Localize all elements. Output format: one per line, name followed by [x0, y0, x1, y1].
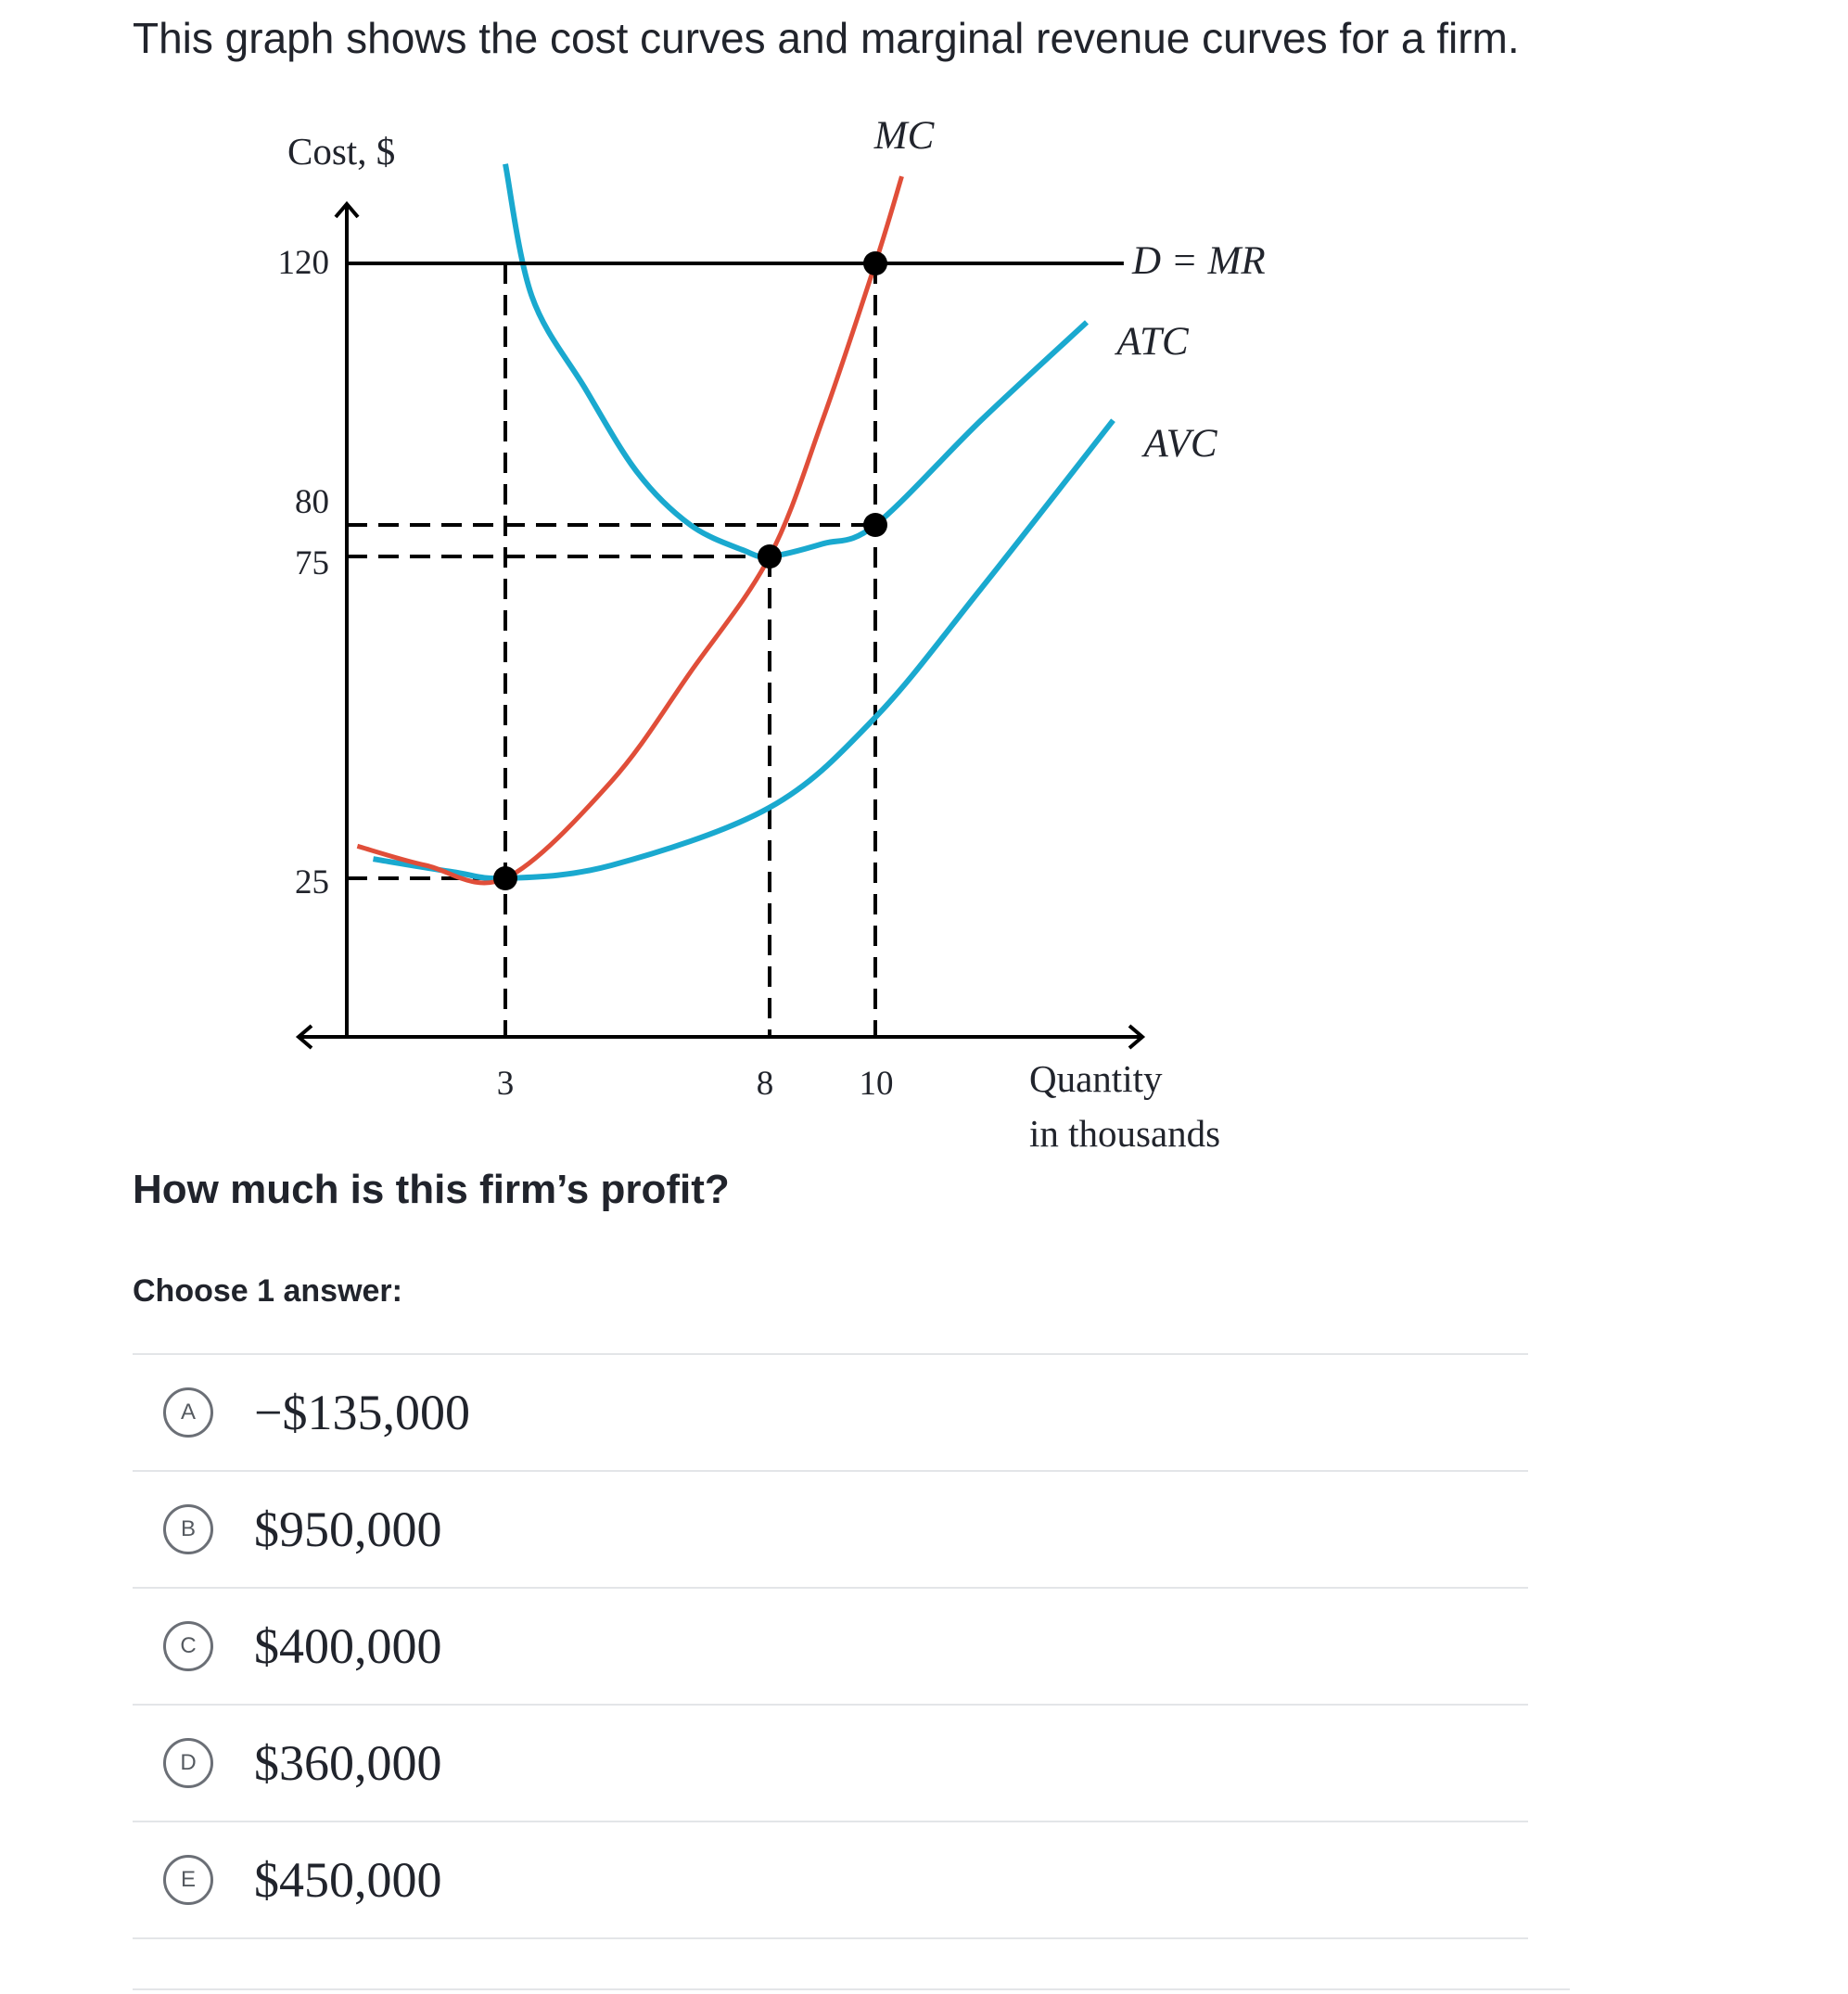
avc-curve	[374, 420, 1114, 878]
choice-d-letter: D	[163, 1738, 213, 1788]
y-tick-80: 80	[295, 483, 329, 521]
x-axis-label-line2: in thousands	[1029, 1112, 1221, 1155]
point-10-80	[863, 513, 887, 537]
axes	[299, 204, 1142, 1048]
y-tick-120: 120	[277, 244, 329, 282]
point-10-120	[863, 251, 887, 275]
x-tick-8: 8	[756, 1065, 774, 1103]
choice-c-letter: C	[163, 1621, 213, 1671]
bottom-divider	[133, 1988, 1570, 1990]
point-8-75	[758, 544, 782, 569]
dashed-guides	[347, 263, 875, 1037]
choice-e-letter: E	[163, 1855, 213, 1905]
marked-points	[493, 251, 887, 890]
choice-e[interactable]	[133, 1822, 1528, 1939]
avc-label: AVC	[1143, 422, 1217, 466]
d-mr-label: D = MR	[1132, 239, 1266, 283]
point-3-25	[493, 866, 517, 890]
choice-d-text: $360,000	[254, 1735, 442, 1791]
choice-b-letter: B	[163, 1504, 213, 1554]
choice-b[interactable]	[133, 1472, 1528, 1589]
y-axis-label: Cost, $	[287, 130, 396, 173]
x-tick-3: 3	[496, 1065, 515, 1103]
choice-c[interactable]	[133, 1589, 1528, 1706]
choice-e-text: $450,000	[254, 1852, 442, 1908]
choice-b-text: $950,000	[254, 1502, 442, 1557]
mc-curve	[357, 176, 901, 883]
choice-c-text: $400,000	[254, 1618, 442, 1674]
question-text: How much is this firm’s profit?	[133, 1167, 730, 1212]
choice-d[interactable]	[133, 1706, 1528, 1822]
x-axis-label-line1: Quantity	[1029, 1057, 1163, 1100]
y-tick-25: 25	[295, 863, 329, 901]
x-tick-10: 10	[859, 1065, 894, 1103]
intro-text: This graph shows the cost curves and marginal revenue curves for a firm.	[133, 14, 1520, 62]
choice-a-text: −$135,000	[254, 1385, 470, 1440]
answer-choices	[133, 1353, 1528, 1939]
choose-label: Choose 1 answer:	[133, 1273, 402, 1309]
y-tick-75: 75	[295, 544, 329, 582]
choice-a-letter: A	[163, 1387, 213, 1438]
atc-label: ATC	[1116, 320, 1189, 364]
mc-label: MC	[873, 114, 935, 158]
choice-a[interactable]	[133, 1355, 1528, 1472]
